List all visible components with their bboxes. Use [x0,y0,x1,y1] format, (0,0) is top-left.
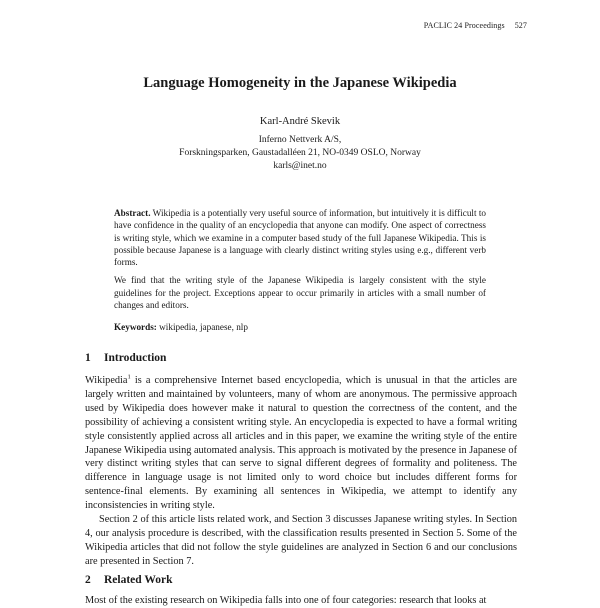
related-work-paragraph-1: Most of the existing research on Wikipedia falls into one of four categories: research that looks at [85,595,487,606]
section-heading-related-work [85,574,172,586]
abstract-paragraph-2: We find that the writing style of the Japanese Wikipedia is largely consistent with the style guidelines for the project. Exceptions appear to occur primarily in articles with a small number of changes and editors. [114,275,486,311]
section-number: 2 [85,574,91,586]
author-email[interactable]: karls@inet.no [273,161,327,171]
section-title: Related Work [104,574,173,586]
venue-label: PACLIC 24 Proceedings [423,21,505,30]
section-title: Introduction [104,352,167,364]
footnote-marker[interactable]: 1 [127,373,131,381]
affiliation-line-2: Forskningsparken, Gaustadalléen 21, NO-0349 OSLO, Norway [179,148,421,158]
introduction-paragraph-1 [85,374,517,513]
related-work-body [85,594,517,608]
abstract-paragraph-1 [114,207,486,268]
abstract-text: Wikipedia is a potentially very useful source of information, but intuitively it is difficult to have confidence in the quality of an encyclopedia that anyone can modify. One aspect of correctness is writing style, which we examine in a computer based study of the full Japanese Wikipedia. This is possible because Japanese is a language with clearly distinct writing styles using e.g., different verb forms. [114,208,487,268]
introduction-paragraph-2: Section 2 of this article lists related work, and Section 3 discusses Japanese writing styles. In Section 4, our analysis procedure is described, with the classification results presented in Section 5. Some of the Wikipedia articles that did not follow the style guidelines are analyzed in Section 6 and our conclusions are presented in Section 7. [85,514,517,567]
author-name: Karl-André Skevik [259,116,341,127]
introduction-body [85,374,517,569]
keywords-text: wikipedia, japanese, nlp [159,322,248,332]
lead-word: Wikipedia [85,375,128,386]
section-heading-introduction [85,352,166,364]
keywords [114,322,486,332]
section-number: 1 [85,352,91,364]
paper-title: Language Homogeneity in the Japanese Wikipedia [143,75,457,91]
affiliation-line-1: Inferno Nettverk A/S, [258,135,342,145]
abstract [114,207,486,317]
abstract-label: Abstract. [114,208,151,218]
page-number: 527 [514,21,527,30]
keywords-label: Keywords: [114,322,157,332]
running-head [424,21,527,30]
paragraph-text: is a comprehensive Internet based encyclopedia, which is unusual in that the articles are largely written and maintained by volunteers, many of whom are anonymous. The permissive approach used by Wikipedia does however make it natural to question the correctness of the content, and the possibility of achieving a consistent writing style. An encyclopedia is expected to have a formal writing style consistently applied across all articles and in this paper, we examine the writing style of the entire Japanese Wikipedia using automated analysis. This approach is motivated by the presence in Japanese of very distinct writing styles that can serve to signal different degrees of formality and politeness. The difference in language usage is not limited only to word choice but includes different forms for sentence-final elements. By examining all sentences in Wikipedia, we attempt to identify any inconsistencies in writing style. [85,375,517,512]
affiliation-block [0,134,600,173]
